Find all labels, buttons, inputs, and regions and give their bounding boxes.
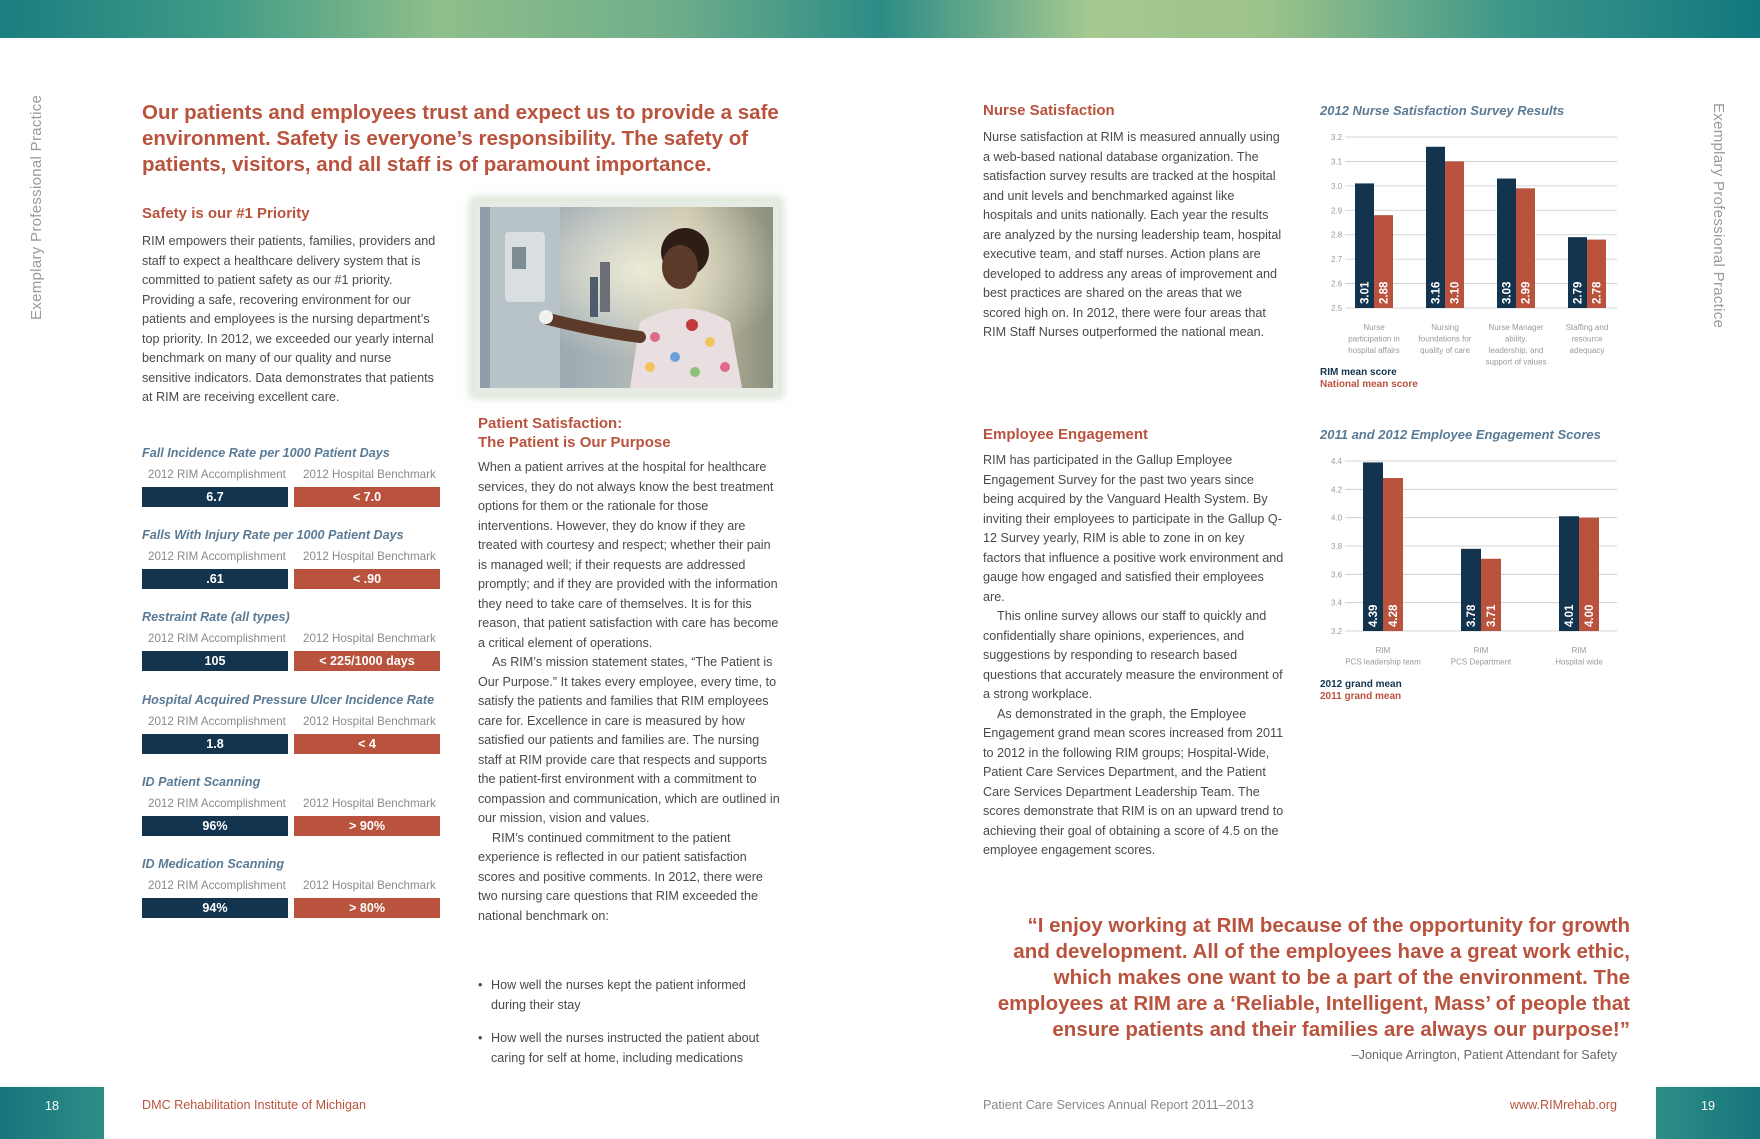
engagement-legend [1320,679,1402,703]
employee-engagement-p1: RIM has participated in the Gallup Employee Engagement Survey for the past two years since being acquired by the Vanguard Health System. By inviting their employees to participate in the Gallup Q-12 Survey yearly, RIM is able to zone in on key factors that influence a positive work environment and gauge how engaged and satisfied their employees are. [983,453,1284,604]
page-number-left: 18 [0,1087,104,1139]
metric-title: Falls With Injury Rate per 1000 Patient Days [142,528,404,543]
benchmark-value: < 225/1000 days [294,651,440,671]
legend-rim-mean: RIM mean score [1320,367,1397,378]
nurse-satisfaction-paragraph: Nurse satisfaction at RIM is measured annually using a web-based national database organization. The satisfaction survey results are tracked at the hospital and unit levels and benchmarked against like hospitals and units nationally. Each year the results are analyzed by the nursing leadership team, hospital executive team, and staff nurses. Action plans are developed to address any areas of improvement and best practices are shared on the areas that we scored high on. In 2012, there were four areas that RIM Staff Nurses outperformed the national mean. [983,130,1282,339]
nurse-survey-legend [1320,367,1418,391]
y-tick-label: 2.7 [1331,255,1343,265]
metric-title: ID Medication Scanning [142,857,285,871]
benchmark-label: 2012 Hospital Benchmark [303,632,436,646]
engagement-chart-title: 2011 and 2012 Employee Engagement Scores [1320,427,1601,442]
bullet-item: • How well the nurses instructed the patient about caring for self at home, including medications [478,1029,780,1068]
patient-satisfaction-body [478,458,780,926]
accomplishment-value: .61 [142,569,288,589]
y-tick-label: 3.2 [1331,627,1343,636]
footer-organization: DMC Rehabilitation Institute of Michigan [142,1098,366,1112]
legend-national-mean: National mean score [1320,379,1418,390]
footer-report-title: Patient Care Services Annual Report 2011–2013 [983,1098,1254,1112]
bar-value-label: 3.03 [1501,281,1514,304]
accomplishment-value: 94% [142,898,288,918]
patient-satisfaction-heading-line2: The Patient is Our Purpose [478,434,671,451]
accomplishment-label: 2012 RIM Accomplishment [148,468,286,481]
accomplishment-value: 1.8 [142,734,288,754]
y-tick-label: 3.2 [1331,133,1343,142]
accomplishment-value: 6.7 [142,487,288,507]
benchmark-value: < 4 [294,734,440,754]
bar-value-label: 3.71 [1486,604,1498,627]
right-side-title: Exemplary Professional Practice [1710,103,1727,329]
benchmark-label: 2012 Hospital Benchmark [303,550,436,564]
y-tick-label: 4.0 [1331,513,1343,523]
patient-satisfaction-p1: When a patient arrives at the hospital for healthcare services, they do not always know the best treatment options for them or the rationale for those interventions. However, they do know if they are treated with courtesy and respect; whether their pain is managed well; if their requests are addressed promptly; and if they are provided with the information they need to take care of themselves. It is for this reason, that patient satisfaction with care has become a critical element of operations. [478,460,779,650]
bar-value-label: 2.88 [1378,281,1391,304]
patient-satisfaction-bullets [478,976,780,1082]
benchmark-label: 2012 Hospital Benchmark [303,714,436,728]
category-label: PCS Department [1450,657,1512,667]
bar-value-label: 4.01 [1564,604,1576,627]
benchmark-label: 2012 Hospital Benchmark [303,468,436,481]
employee-engagement-body [983,451,1285,861]
metric-title: Fall Incidence Rate per 1000 Patient Days [142,446,390,460]
bullet-item: • How well the nurses kept the patient informed during their stay [478,976,780,1015]
accomplishment-label: 2012 RIM Accomplishment [148,796,286,810]
category-label: support of values [1485,357,1547,367]
y-tick-label: 2.5 [1331,304,1343,313]
y-tick-label: 2.6 [1331,279,1343,289]
accomplishment-label: 2012 RIM Accomplishment [148,879,286,892]
safety-heading: Safety is our #1 Priority [142,205,310,222]
category-label: adequacy [1569,346,1605,355]
footer-website-link[interactable]: www.RIMrehab.org [1509,1098,1617,1112]
category-label: quality of care [1420,346,1470,355]
legend-2011-grand-mean: 2011 grand mean [1320,691,1402,702]
bar-value-label: 3.16 [1430,281,1443,304]
accomplishment-label: 2012 RIM Accomplishment [148,714,286,728]
nurse-satisfaction-heading: Nurse Satisfaction [983,102,1115,119]
nurse-survey-chart [1310,126,1622,376]
accomplishment-value: 96% [142,816,288,836]
employee-engagement-heading: Employee Engagement [983,426,1149,443]
y-tick-label: 3.6 [1331,570,1343,580]
y-tick-label: 3.4 [1331,598,1343,608]
category-label: Staffing and [1565,323,1609,332]
left-side-title: Exemplary Professional Practice [28,94,45,320]
category-label: hospital affairs [1348,346,1400,355]
benchmark-label: 2012 Hospital Benchmark [303,796,436,810]
category-label: leadership, and [1488,346,1544,355]
top-gradient-band [0,0,1760,38]
safety-paragraph: RIM empowers their patients, families, providers and staff to expect a healthcare delivery system that is committed to patient safety as our #1 priority. Providing a safe, recovering environment for our patients and employees is the nursing department’s top priority. In 2012, we exceeded our yearly internal benchmark on many of our quality and nurse sensitive indicators. Data demonstrates that patients at RIM are receiving excellent care. [142,234,436,404]
benchmark-value: < 7.0 [294,487,440,507]
accomplishment-label: 2012 RIM Accomplishment [148,550,286,564]
category-label: RIM [1375,646,1391,655]
patient-satisfaction-heading-line1: Patient Satisfaction: [478,415,623,432]
bar-value-label: 2.78 [1591,281,1604,304]
y-tick-label: 2.9 [1331,206,1343,216]
bar-value-label: 2.79 [1572,281,1585,304]
bar-value-label: 2.99 [1520,281,1533,304]
category-label: Hospital wide [1555,657,1603,667]
accomplishment-label: 2012 RIM Accomplishment [148,632,286,646]
benchmark-value: > 90% [294,816,440,836]
page-headline: Our patients and employees trust and expect us to provide a safe environment. Safety is everyone’s responsibility. The safety of patients, visitors, and all staff is of paramount importance. [142,101,779,176]
category-label: participation in [1348,334,1400,344]
benchmark-value: < .90 [294,569,440,589]
bar-value-label: 3.10 [1449,281,1462,304]
bar-value-label: 3.78 [1466,604,1478,627]
page-number-right: 19 [1656,1087,1760,1139]
bar-value-label: 4.28 [1388,604,1400,627]
category-label: ability, [1504,334,1528,344]
category-label: resource [1571,334,1603,344]
metric-title: Hospital Acquired Pressure Ulcer Incidence Rate [142,692,435,707]
y-tick-label: 3.0 [1331,181,1343,191]
metric-title: Restraint Rate (all types) [142,610,290,625]
photo-frame [474,201,779,394]
y-tick-label: 2.8 [1331,230,1343,240]
y-tick-label: 4.4 [1331,457,1343,466]
employee-quote: “I enjoy working at RIM because of the opportunity for growth and development. All of the employees have a great work ethic, which makes one want to be a part of the environment. The employees at RIM are a ‘Reliable, Intelligent, Mass’ of people that ensure patients and their families are always our purpose!” [997,914,1630,1041]
patient-satisfaction-p2: As RIM’s mission statement states, “The Patient is Our Purpose.” It takes every employee, every time, to satisfy the patients and families that RIM employees care for. Excellence in care is measured by how satisfied our patients and families are. The nursing staff at RIM provide care that respects and supports the patient-first environment with a commitment to compassion and communication, which are outlined in our mission, vision and values. [478,655,780,825]
category-label: Nursing [1431,323,1459,332]
category-label: foundations for [1418,334,1472,344]
nurse-scanning-photo [480,207,773,388]
patient-satisfaction-heading [478,414,671,452]
y-tick-label: 3.1 [1331,157,1343,167]
category-label: PCS leadership team [1345,657,1421,667]
bar-value-label: 3.01 [1359,281,1372,304]
legend-2012-grand-mean: 2012 grand mean [1320,679,1402,690]
bar-value-label: 4.39 [1368,604,1380,627]
bar-value-label: 4.00 [1584,604,1596,627]
nurse-satisfaction-body [983,128,1283,343]
patient-satisfaction-p3: RIM’s continued commitment to the patient experience is reflected in our patient satisfaction scores and positive comments. In 2012, there were two nursing care questions that RIM exceeded the national benchmark on: [478,830,763,923]
employee-engagement-p2: This online survey allows our staff to quickly and confidentially share opinions, experiences, and suggestions by responding to research based questions that accurately measure the environment of a strong workplace. [983,609,1283,701]
employee-engagement-p3: As demonstrated in the graph, the Employee Engagement grand mean scores increased from 2011 to 2012 in the following RIM groups; Hospital-Wide, Patient Care Services Department, and the Patient Care Services Department Leadership Team. The scores demonstrate that RIM is on an upward trend to achieving their goal of obtaining a score of 4.5 on the employee engagement scores. [983,706,1284,857]
category-label: Nurse [1363,323,1385,332]
metric-title: ID Patient Scanning [142,774,261,789]
engagement-chart [1310,450,1622,680]
nurse-survey-chart-title: 2012 Nurse Satisfaction Survey Results [1320,103,1565,118]
category-label: RIM [1571,646,1587,655]
benchmark-label: 2012 Hospital Benchmark [303,879,436,892]
y-tick-label: 3.8 [1331,542,1343,551]
y-tick-label: 4.2 [1331,485,1343,495]
safety-body [142,232,442,408]
category-label: RIM [1473,646,1489,655]
category-label: Nurse Manager [1488,323,1544,332]
quote-attribution: –Jonique Arrington, Patient Attendant for Safety [1351,1048,1617,1062]
accomplishment-value: 105 [142,651,288,671]
benchmark-value: > 80% [294,898,440,918]
